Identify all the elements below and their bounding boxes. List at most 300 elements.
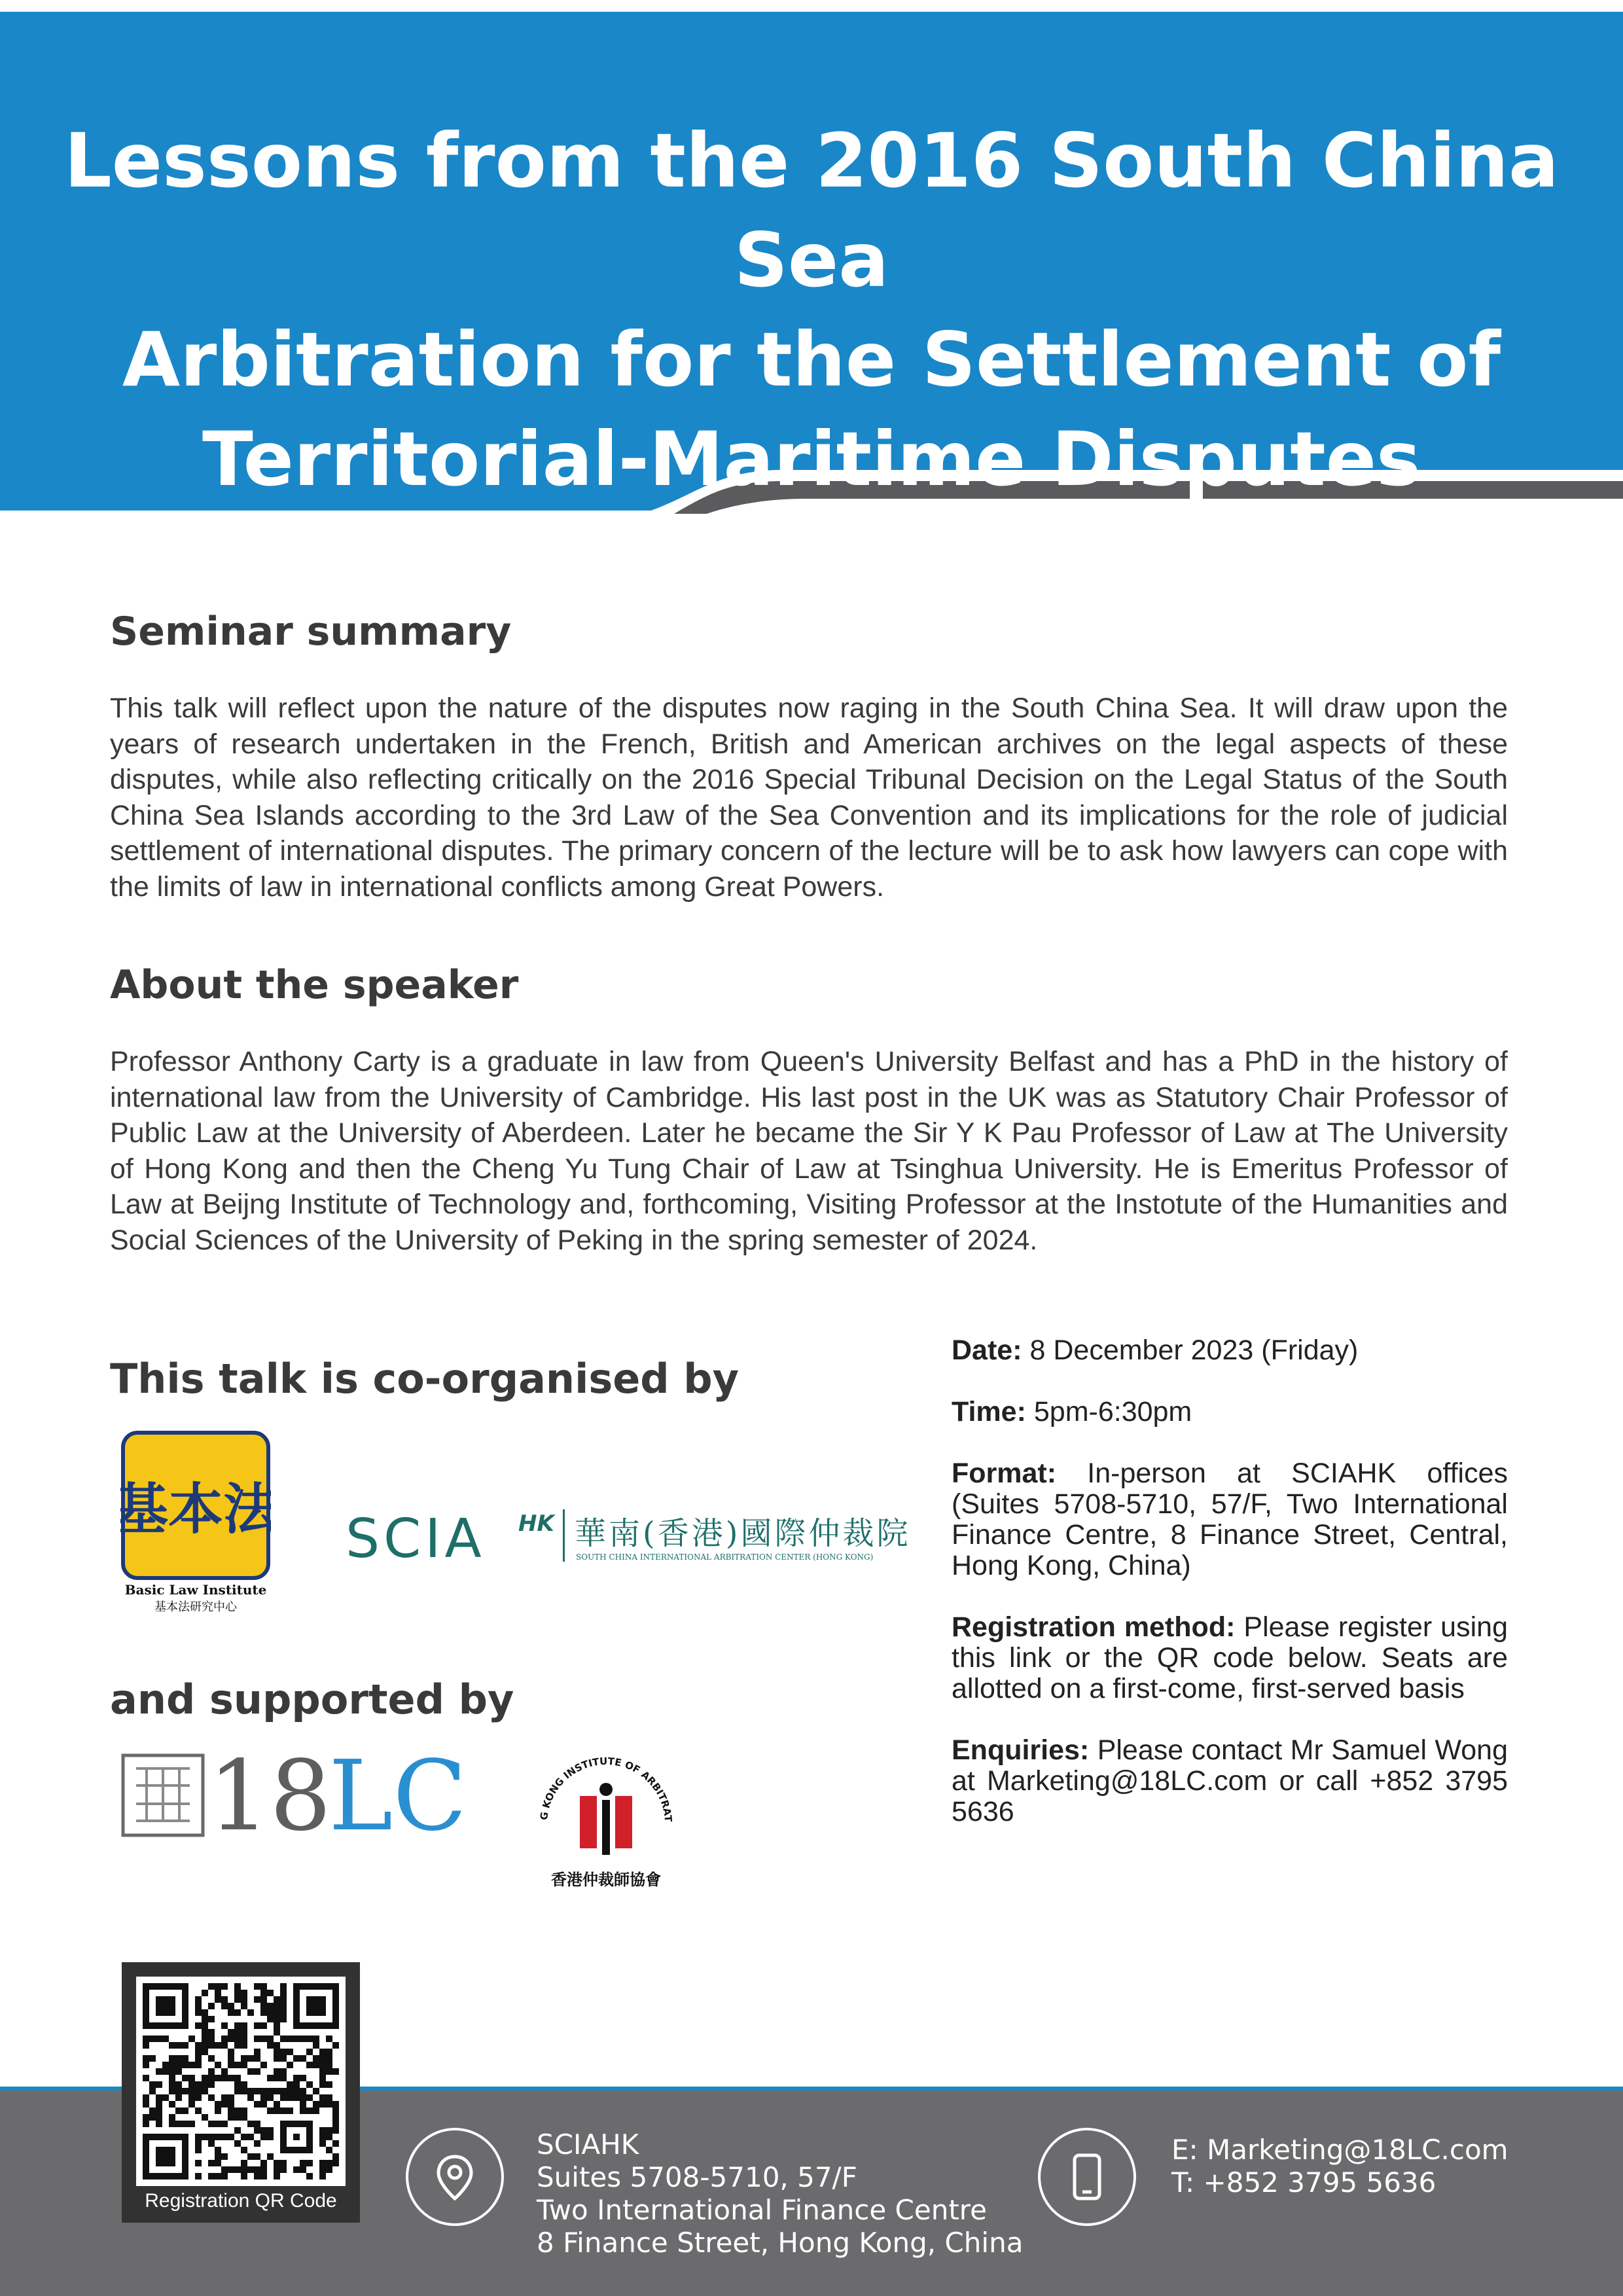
qr-module xyxy=(287,2062,293,2068)
qr-module xyxy=(267,2016,274,2022)
qr-module xyxy=(260,2101,267,2108)
qr-module xyxy=(319,2134,326,2140)
date-value: 8 December 2023 (Friday) xyxy=(1029,1335,1359,1366)
qr-module xyxy=(313,2036,319,2042)
qr-module xyxy=(326,2166,332,2173)
qr-module xyxy=(267,2003,274,2009)
qr-module xyxy=(293,2055,300,2062)
qr-module xyxy=(169,2055,175,2062)
qr-module xyxy=(247,2088,254,2094)
qr-module xyxy=(267,2009,274,2016)
qr-module xyxy=(175,2121,182,2127)
qr-module xyxy=(149,2055,156,2062)
qr-module xyxy=(306,2160,313,2166)
qr-module xyxy=(175,2042,182,2049)
qr-module xyxy=(274,2003,280,2009)
qr-module xyxy=(274,2166,280,2173)
event-details xyxy=(952,1335,1508,1858)
qr-module xyxy=(149,2081,156,2088)
speaker-heading: About the speaker xyxy=(110,962,519,1008)
qr-module xyxy=(280,2166,287,2173)
sciahk-logo-text: SCIA xyxy=(346,1508,486,1570)
qr-module xyxy=(319,2127,326,2134)
bli-name: Basic Law Institute xyxy=(124,1582,267,1598)
qr-code-graphic xyxy=(136,1977,346,2186)
qr-module xyxy=(241,2173,247,2179)
qr-module xyxy=(208,2016,215,2022)
time-label: Time: xyxy=(952,1396,1026,1427)
qr-module xyxy=(202,2081,208,2088)
qr-module xyxy=(332,2153,339,2160)
qr-module xyxy=(228,2166,234,2173)
qr-module xyxy=(287,2049,293,2055)
registration-qr-panel[interactable] xyxy=(122,1962,360,2223)
qr-module xyxy=(241,1990,247,1996)
footer-address xyxy=(537,2128,1023,2259)
qr-module xyxy=(195,2022,202,2029)
qr-module xyxy=(247,2068,254,2075)
qr-module xyxy=(143,2062,149,2068)
qr-module xyxy=(326,2081,332,2088)
qr-module xyxy=(332,2101,339,2108)
qr-module xyxy=(274,1996,280,2003)
qr-module xyxy=(254,2153,260,2160)
qr-module xyxy=(280,2003,287,2009)
qr-module xyxy=(254,2088,260,2094)
speaker-text: Professor Anthony Carty is a graduate in law from Queen's University Belfast and has a PhD in the history of international law from the University of Cambridge. His last post in the UK was as Statutory Chair Professor of Public Law at the University of Aberdeen. Later he became the Sir Y K Pau Professor of Law at The University of Hong Kong and then the Cheng Yu Tung Chair of Law at Tsinghua University. He is Emeritus Professor of Law at Beijng Institute of Technology and, forthcoming, Visiting Professor at the Instotute of the Humanities and Social Sciences of the University of Peking in the spring semester of 2024. xyxy=(110,1046,1508,1256)
qr-module xyxy=(228,2114,234,2121)
qr-module xyxy=(221,2042,228,2049)
time-row xyxy=(952,1397,1508,1427)
qr-module xyxy=(188,2121,195,2127)
qr-module xyxy=(300,2055,306,2062)
qr-module xyxy=(169,2075,175,2081)
qr-module xyxy=(234,1983,241,1990)
qr-module xyxy=(156,2114,162,2121)
qr-module xyxy=(175,2068,182,2075)
footer-contact xyxy=(1171,2134,1508,2199)
qr-module xyxy=(162,2062,169,2068)
qr-module xyxy=(332,2114,339,2121)
qr-module xyxy=(169,2068,175,2075)
qr-module xyxy=(280,2009,287,2016)
qr-module xyxy=(254,2121,260,2127)
qr-module xyxy=(208,2075,215,2081)
qr-module xyxy=(254,1983,260,1990)
qr-code-icon[interactable] xyxy=(136,1977,346,2186)
qr-module xyxy=(221,2101,228,2108)
qr-module xyxy=(143,2055,149,2062)
qr-module xyxy=(149,2036,156,2042)
qr-module xyxy=(287,2036,293,2042)
qr-module xyxy=(188,2081,195,2088)
qr-module xyxy=(169,2121,175,2127)
qr-module xyxy=(234,2108,241,2114)
qr-module xyxy=(215,2147,221,2153)
qr-module xyxy=(221,2094,228,2101)
qr-module xyxy=(208,2068,215,2075)
qr-module xyxy=(234,2088,241,2094)
date-label: Date: xyxy=(952,1335,1022,1366)
qr-module xyxy=(280,2088,287,2094)
qr-module xyxy=(260,2173,267,2179)
qr-module xyxy=(175,2108,182,2114)
qr-module xyxy=(156,2108,162,2114)
qr-module xyxy=(247,2121,254,2127)
qr-module xyxy=(162,2068,169,2075)
qr-module xyxy=(169,2088,175,2094)
qr-module xyxy=(280,2160,287,2166)
qr-module xyxy=(300,2166,306,2173)
qr-module xyxy=(149,2088,156,2094)
qr-module xyxy=(188,2101,195,2108)
hkiarb-name-cn: 香港仲裁師協會 xyxy=(551,1871,661,1889)
registration-value[interactable]: Please register using this link or the QR code below. Seats are allotted on a first-come, first-served basis xyxy=(952,1611,1508,1704)
qr-module xyxy=(326,2068,332,2075)
qr-module xyxy=(202,1990,208,1996)
qr-module xyxy=(234,1990,241,1996)
qr-module xyxy=(267,2036,274,2042)
qr-module xyxy=(313,2055,319,2062)
qr-module xyxy=(293,2075,300,2081)
qr-module xyxy=(202,2049,208,2055)
qr-module xyxy=(319,2049,326,2055)
qr-module xyxy=(228,2049,234,2055)
summary-heading: Seminar summary xyxy=(110,609,512,655)
qr-module xyxy=(182,2108,188,2114)
qr-module xyxy=(156,2068,162,2075)
qr-module xyxy=(293,2081,300,2088)
sciahk-logo xyxy=(346,1505,915,1577)
qr-module xyxy=(208,2160,215,2166)
qr-module xyxy=(280,1983,287,1990)
qr-module xyxy=(208,1983,215,1990)
qr-module xyxy=(274,2101,280,2108)
qr-module xyxy=(215,2075,221,2081)
qr-module xyxy=(175,2055,182,2062)
qr-module xyxy=(195,2134,202,2140)
18lc-seal-icon xyxy=(120,1753,205,1838)
qr-module xyxy=(247,2094,254,2101)
event-title xyxy=(26,111,1597,509)
qr-module xyxy=(208,2081,215,2088)
qr-module xyxy=(313,2042,319,2049)
qr-module xyxy=(332,2127,339,2134)
qr-module xyxy=(260,2009,267,2016)
qr-module xyxy=(287,2108,293,2114)
qr-module xyxy=(287,2088,293,2094)
qr-module xyxy=(234,2166,241,2173)
format-label: Format: xyxy=(952,1458,1057,1489)
qr-module xyxy=(182,2055,188,2062)
hkiarb-arc-text: G KONG INSTITUTE OF ARBITRAT xyxy=(538,1755,675,1823)
qr-module xyxy=(241,2042,247,2049)
qr-module xyxy=(280,2049,287,2055)
qr-module xyxy=(326,2094,332,2101)
qr-module xyxy=(162,2094,169,2101)
qr-module xyxy=(182,2062,188,2068)
qr-module xyxy=(326,2049,332,2055)
qr-module xyxy=(143,2114,149,2121)
qr-module xyxy=(228,2134,234,2140)
qr-module xyxy=(234,2036,241,2042)
qr-module xyxy=(280,1990,287,1996)
qr-module xyxy=(221,2134,228,2140)
qr-module xyxy=(221,2036,228,2042)
header-banner xyxy=(0,0,1623,524)
qr-module xyxy=(221,2121,228,2127)
qr-module xyxy=(182,2121,188,2127)
qr-module xyxy=(215,2173,221,2179)
bli-seal-icon xyxy=(120,1430,271,1581)
qr-module xyxy=(215,2101,221,2108)
qr-module xyxy=(195,2140,202,2147)
qr-module xyxy=(319,2081,326,2088)
qr-module xyxy=(280,1996,287,2003)
footer-email[interactable]: E: Marketing@18LC.com xyxy=(1171,2134,1508,2166)
qr-module xyxy=(195,2094,202,2101)
hkiarb-logo xyxy=(529,1746,683,1901)
qr-module xyxy=(228,2101,234,2108)
sciahk-name-en: SOUTH CHINA INTERNATIONAL ARBITRATION CENTER (HONG KONG) xyxy=(576,1552,874,1562)
qr-module xyxy=(274,2068,280,2075)
qr-module xyxy=(234,2042,241,2049)
supporters-heading: and supported by xyxy=(110,1676,514,1723)
qr-module xyxy=(326,2036,332,2042)
qr-module xyxy=(260,2094,267,2101)
qr-module xyxy=(274,2088,280,2094)
qr-module xyxy=(241,2055,247,2062)
qr-module xyxy=(215,2121,221,2127)
basic-law-institute-logo xyxy=(120,1430,271,1613)
qr-module xyxy=(241,2114,247,2121)
qr-module xyxy=(241,2108,247,2114)
qr-module xyxy=(274,2029,280,2036)
qr-module xyxy=(208,2121,215,2127)
qr-module xyxy=(241,2081,247,2088)
qr-module xyxy=(195,2081,202,2088)
qr-module xyxy=(319,2094,326,2101)
qr-module xyxy=(221,2173,228,2179)
qr-module xyxy=(326,2134,332,2140)
qr-module xyxy=(195,2049,202,2055)
qr-module xyxy=(215,1996,221,2003)
qr-module xyxy=(306,2094,313,2101)
qr-module xyxy=(267,2108,274,2114)
qr-module xyxy=(313,2101,319,2108)
qr-module xyxy=(241,2062,247,2068)
qr-label: Registration QR Code xyxy=(145,2190,337,2212)
qr-module xyxy=(267,2094,274,2101)
qr-module xyxy=(247,2009,254,2016)
mobile-phone-icon xyxy=(1038,2128,1136,2226)
qr-module xyxy=(156,2101,162,2108)
qr-module xyxy=(306,2062,313,2068)
qr-module xyxy=(234,2075,241,2081)
qr-module xyxy=(267,2042,274,2049)
qr-module xyxy=(182,2075,188,2081)
qr-module xyxy=(326,2101,332,2108)
qr-module xyxy=(260,2166,267,2173)
qr-module xyxy=(143,2036,149,2042)
registration-row xyxy=(952,1612,1508,1704)
qr-module xyxy=(260,2036,267,2042)
qr-module xyxy=(188,2062,195,2068)
qr-module xyxy=(221,2166,228,2173)
qr-module xyxy=(274,2022,280,2029)
qr-module xyxy=(280,2055,287,2062)
qr-module xyxy=(241,2036,247,2042)
title-line-2: Arbitration for the Settlement of xyxy=(122,316,1501,403)
qr-module xyxy=(319,2068,326,2075)
qr-module xyxy=(215,1983,221,1990)
qr-module xyxy=(280,2075,287,2081)
qr-module xyxy=(319,2101,326,2108)
qr-module xyxy=(221,1996,228,2003)
qr-module xyxy=(143,2042,149,2049)
qr-module xyxy=(241,2166,247,2173)
qr-module xyxy=(208,2036,215,2042)
qr-module xyxy=(195,2160,202,2166)
qr-module xyxy=(313,2088,319,2094)
qr-module xyxy=(241,2029,247,2036)
qr-module xyxy=(267,2153,274,2160)
qr-module xyxy=(332,2068,339,2075)
qr-module xyxy=(175,2081,182,2088)
qr-module xyxy=(241,2088,247,2094)
qr-module xyxy=(215,2062,221,2068)
qr-module xyxy=(260,1983,267,1990)
qr-module xyxy=(228,2108,234,2114)
qr-module xyxy=(326,2055,332,2062)
qr-module xyxy=(221,2068,228,2075)
qr-module xyxy=(326,2147,332,2153)
qr-module xyxy=(234,2081,241,2088)
qr-module xyxy=(228,2009,234,2016)
qr-module xyxy=(241,2003,247,2009)
qr-module xyxy=(195,2042,202,2049)
qr-module xyxy=(195,2173,202,2179)
qr-module xyxy=(215,2042,221,2049)
qr-module xyxy=(326,2062,332,2068)
title-line-1: Lessons from the 2016 South China Sea xyxy=(64,117,1559,304)
qr-module xyxy=(208,2055,215,2062)
qr-module xyxy=(234,2022,241,2029)
qr-module xyxy=(188,2036,195,2042)
18lc-logo xyxy=(120,1740,467,1852)
qr-module xyxy=(228,2094,234,2101)
qr-module xyxy=(143,2075,149,2081)
qr-module xyxy=(234,2062,241,2068)
qr-module xyxy=(228,2003,234,2009)
qr-module xyxy=(313,2062,319,2068)
qr-module xyxy=(234,2029,241,2036)
qr-module xyxy=(319,2173,326,2179)
qr-module xyxy=(293,2036,300,2042)
qr-module xyxy=(306,2173,313,2179)
qr-module xyxy=(332,2121,339,2127)
qr-module xyxy=(293,2166,300,2173)
qr-module xyxy=(202,2029,208,2036)
qr-module xyxy=(228,2029,234,2036)
qr-module xyxy=(254,2036,260,2042)
qr-module xyxy=(215,2160,221,2166)
qr-module xyxy=(280,2108,287,2114)
qr-module xyxy=(332,2140,339,2147)
format-row xyxy=(952,1458,1508,1581)
qr-module xyxy=(332,2160,339,2166)
18lc-number: 18 xyxy=(208,1740,332,1852)
qr-module xyxy=(274,2016,280,2022)
qr-module xyxy=(195,2009,202,2016)
qr-module xyxy=(313,2108,319,2114)
qr-module xyxy=(195,2108,202,2114)
qr-module xyxy=(319,2075,326,2081)
qr-module xyxy=(241,2134,247,2140)
qr-module xyxy=(260,2160,267,2166)
qr-module xyxy=(149,2114,156,2121)
qr-module xyxy=(195,2062,202,2068)
qr-module xyxy=(156,2036,162,2042)
qr-module xyxy=(241,2160,247,2166)
qr-module xyxy=(306,2049,313,2055)
qr-module xyxy=(234,2114,241,2121)
qr-module xyxy=(143,2121,149,2127)
qr-module xyxy=(169,2081,175,2088)
qr-module xyxy=(241,2147,247,2153)
qr-module xyxy=(202,2036,208,2042)
qr-module xyxy=(143,2094,149,2101)
qr-module xyxy=(274,2108,280,2114)
qr-module xyxy=(221,2075,228,2081)
qr-module xyxy=(267,2134,274,2140)
qr-module xyxy=(182,2088,188,2094)
bli-seal-text: 基本法 xyxy=(120,1477,271,1541)
qr-module xyxy=(195,2147,202,2153)
qr-module xyxy=(241,1996,247,2003)
qr-module xyxy=(169,2042,175,2049)
qr-module xyxy=(274,2042,280,2049)
footer-phone[interactable]: T: +852 3795 5636 xyxy=(1171,2166,1436,2198)
qr-module xyxy=(215,1990,221,1996)
qr-module xyxy=(306,2036,313,2042)
qr-module xyxy=(247,2055,254,2062)
qr-module xyxy=(260,2062,267,2068)
qr-module xyxy=(195,2055,202,2062)
qr-module xyxy=(260,2134,267,2140)
qr-module xyxy=(267,2075,274,2081)
qr-module xyxy=(215,2153,221,2160)
qr-module xyxy=(274,2173,280,2179)
qr-module xyxy=(228,2036,234,2042)
address-line-1: SCIAHK xyxy=(537,2128,639,2161)
qr-module xyxy=(300,2075,306,2081)
qr-module xyxy=(300,2088,306,2094)
qr-module xyxy=(326,2127,332,2134)
qr-module xyxy=(169,2114,175,2121)
qr-module xyxy=(260,2088,267,2094)
qr-module xyxy=(175,2094,182,2101)
qr-module xyxy=(319,2166,326,2173)
qr-module xyxy=(267,2088,274,2094)
qr-module xyxy=(319,2062,326,2068)
qr-module xyxy=(254,2101,260,2108)
enquiries-label: Enquiries: xyxy=(952,1734,1090,1766)
qr-module xyxy=(195,2088,202,2094)
qr-module xyxy=(143,2101,149,2108)
time-value: 5pm-6:30pm xyxy=(1033,1396,1192,1427)
qr-module xyxy=(156,2094,162,2101)
